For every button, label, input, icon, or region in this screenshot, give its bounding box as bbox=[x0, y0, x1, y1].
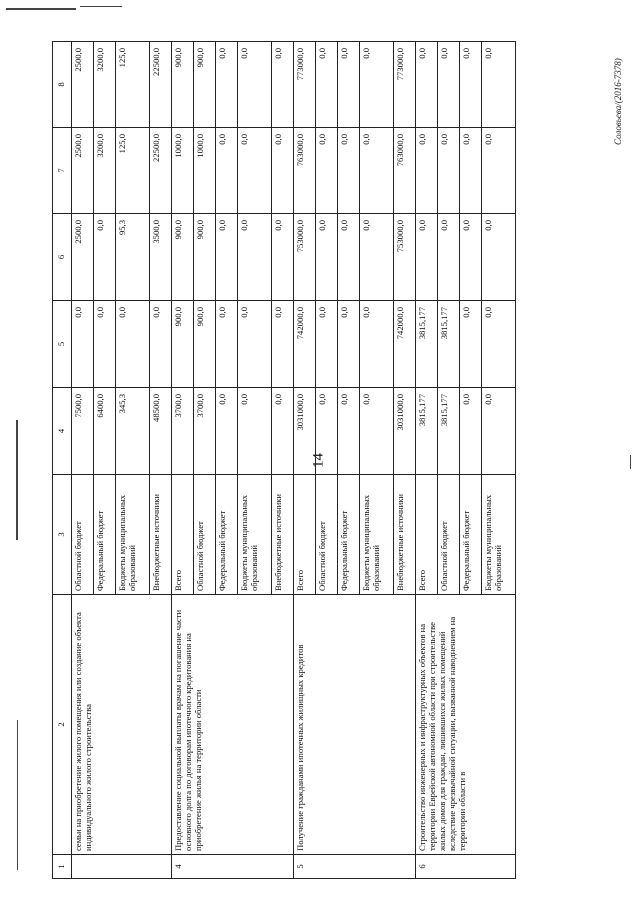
row-number-cell: 6 bbox=[416, 855, 516, 879]
amount-cell: 2500,0 bbox=[72, 42, 94, 128]
amount-cell: 0,0 bbox=[438, 128, 460, 214]
header-cell: 2 bbox=[53, 595, 72, 855]
amount-cell: 900,0 bbox=[194, 214, 216, 301]
amount-cell: 0,0 bbox=[438, 214, 460, 301]
table-row bbox=[72, 42, 94, 879]
funding-source-cell: Бюджеты муниципальных образований bbox=[116, 475, 150, 595]
row-number-cell: 5 bbox=[294, 855, 416, 879]
amount-cell: 2500,0 bbox=[72, 214, 94, 301]
amount-cell: 0,0 bbox=[272, 388, 294, 475]
table-body bbox=[53, 42, 516, 879]
amount-cell: 900,0 bbox=[194, 42, 216, 128]
amount-cell: 0,0 bbox=[360, 42, 394, 128]
amount-cell: 125,0 bbox=[116, 128, 150, 214]
funding-source-cell: Внебюджетные источники bbox=[394, 475, 416, 595]
amount-cell: 3031000,0 bbox=[294, 388, 316, 475]
amount-cell: 0,0 bbox=[316, 388, 338, 475]
measure-name-cell: Получение гражданами ипотечных жилищных кредитов bbox=[294, 595, 416, 855]
amount-cell: 3200,0 bbox=[94, 128, 116, 214]
amount-cell: 0,0 bbox=[460, 128, 482, 214]
amount-cell: 0,0 bbox=[238, 214, 272, 301]
amount-cell: 0,0 bbox=[482, 214, 516, 301]
amount-cell: 900,0 bbox=[172, 214, 194, 301]
funding-source-cell: Федеральный бюджет bbox=[460, 475, 482, 595]
amount-cell: 742000,0 bbox=[394, 301, 416, 388]
amount-cell: 1000,0 bbox=[172, 128, 194, 214]
finance-table bbox=[52, 41, 516, 879]
amount-cell: 3815,177 bbox=[416, 388, 438, 475]
amount-cell: 3200,0 bbox=[94, 42, 116, 128]
amount-cell: 0,0 bbox=[272, 42, 294, 128]
header-cell: 1 bbox=[53, 855, 72, 879]
amount-cell: 0,0 bbox=[216, 214, 238, 301]
rotated-table-wrapper bbox=[52, 42, 582, 879]
amount-cell: 3500,0 bbox=[150, 214, 172, 301]
amount-cell: 0,0 bbox=[416, 42, 438, 128]
scan-mark-left-lower bbox=[17, 720, 18, 870]
amount-cell: 0,0 bbox=[338, 388, 360, 475]
table-row bbox=[416, 42, 438, 879]
funding-source-cell: Всего bbox=[172, 475, 194, 595]
amount-cell: 763000,0 bbox=[294, 128, 316, 214]
amount-cell: 0,0 bbox=[238, 128, 272, 214]
amount-cell: 0,0 bbox=[316, 301, 338, 388]
measure-name-cell: Строительство инженерных и инфраструктурных объектов на территории Еврейской автономной области при строительстве жилых домов для граждан, лишившихся жилых помещений вследствие чрезвычайной ситуации, вызванной наводнением на территории области в bbox=[416, 595, 516, 855]
amount-cell: 125,0 bbox=[116, 42, 150, 128]
amount-cell: 0,0 bbox=[238, 42, 272, 128]
funding-source-cell: Федеральный бюджет bbox=[338, 475, 360, 595]
amount-cell: 0,0 bbox=[316, 128, 338, 214]
header-cell: 3 bbox=[53, 475, 72, 595]
header-row bbox=[53, 42, 72, 879]
amount-cell: 345,3 bbox=[116, 388, 150, 475]
funding-source-cell: Федеральный бюджет bbox=[94, 475, 116, 595]
header-cell: 6 bbox=[53, 214, 72, 301]
amount-cell: 763000,0 bbox=[394, 128, 416, 214]
amount-cell: 0,0 bbox=[482, 42, 516, 128]
header-cell: 4 bbox=[53, 388, 72, 475]
amount-cell: 0,0 bbox=[360, 388, 394, 475]
amount-cell: 0,0 bbox=[116, 301, 150, 388]
header-cell: 8 bbox=[53, 42, 72, 128]
amount-cell: 3815,177 bbox=[438, 388, 460, 475]
funding-source-cell: Бюджеты муниципальных образований bbox=[238, 475, 272, 595]
amount-cell: 0,0 bbox=[216, 42, 238, 128]
page-number: 14 bbox=[310, 453, 327, 468]
amount-cell: 0,0 bbox=[338, 42, 360, 128]
scan-mark-top-right bbox=[80, 6, 122, 7]
funding-source-cell: Областной бюджет bbox=[194, 475, 216, 595]
amount-cell: 3031000,0 bbox=[394, 388, 416, 475]
document-stamp: Соловьева/(2016-7378) bbox=[613, 58, 623, 145]
funding-source-cell: Внебюджетные источники bbox=[150, 475, 172, 595]
amount-cell: 0,0 bbox=[482, 388, 516, 475]
amount-cell: 0,0 bbox=[238, 301, 272, 388]
amount-cell: 0,0 bbox=[216, 301, 238, 388]
amount-cell: 0,0 bbox=[460, 388, 482, 475]
amount-cell: 0,0 bbox=[360, 301, 394, 388]
amount-cell: 0,0 bbox=[216, 388, 238, 475]
row-number-cell: 4 bbox=[172, 855, 294, 879]
amount-cell: 0,0 bbox=[94, 214, 116, 301]
amount-cell: 0,0 bbox=[482, 128, 516, 214]
funding-source-cell: Федеральный бюджет bbox=[216, 475, 238, 595]
amount-cell: 773000,0 bbox=[294, 42, 316, 128]
amount-cell: 0,0 bbox=[150, 301, 172, 388]
amount-cell: 753000,0 bbox=[394, 214, 416, 301]
table-row bbox=[294, 42, 316, 879]
amount-cell: 900,0 bbox=[172, 42, 194, 128]
amount-cell: 3700,0 bbox=[172, 388, 194, 475]
amount-cell: 0,0 bbox=[482, 301, 516, 388]
amount-cell: 22500,0 bbox=[150, 128, 172, 214]
amount-cell: 0,0 bbox=[316, 214, 338, 301]
scan-mark-top bbox=[6, 8, 76, 10]
amount-cell: 0,0 bbox=[438, 42, 460, 128]
amount-cell: 0,0 bbox=[338, 214, 360, 301]
amount-cell: 0,0 bbox=[360, 214, 394, 301]
amount-cell: 1000,0 bbox=[194, 128, 216, 214]
amount-cell: 0,0 bbox=[360, 128, 394, 214]
amount-cell: 0,0 bbox=[94, 301, 116, 388]
measure-name-cell: семьи на приобретение жилого помещения или создание объекта индивидуального жилого строительства bbox=[72, 595, 172, 855]
amount-cell: 0,0 bbox=[238, 388, 272, 475]
amount-cell: 0,0 bbox=[272, 301, 294, 388]
amount-cell: 0,0 bbox=[216, 128, 238, 214]
amount-cell: 22500,0 bbox=[150, 42, 172, 128]
amount-cell: 0,0 bbox=[316, 42, 338, 128]
amount-cell: 0,0 bbox=[272, 128, 294, 214]
funding-source-cell: Областной бюджет bbox=[316, 475, 338, 595]
amount-cell: 0,0 bbox=[416, 214, 438, 301]
amount-cell: 0,0 bbox=[460, 214, 482, 301]
measure-name-cell: Предоставление социальной выплаты врачам на погашение части основного долга по договорам ипотечного кредитования на приобретение жилья на территории области bbox=[172, 595, 294, 855]
amount-cell: 3815,177 bbox=[416, 301, 438, 388]
amount-cell: 3815,177 bbox=[438, 301, 460, 388]
amount-cell: 7500,0 bbox=[72, 388, 94, 475]
funding-source-cell: Областной бюджет bbox=[72, 475, 94, 595]
amount-cell: 0,0 bbox=[72, 301, 94, 388]
row-number-cell bbox=[72, 855, 172, 879]
scan-mark-left bbox=[16, 420, 18, 540]
funding-source-cell: Областной бюджет bbox=[438, 475, 460, 595]
amount-cell: 3700,0 bbox=[194, 388, 216, 475]
funding-source-cell: Бюджеты муниципальных образований bbox=[482, 475, 516, 595]
amount-cell: 742000,0 bbox=[294, 301, 316, 388]
amount-cell: 753000,0 bbox=[294, 214, 316, 301]
header-cell: 5 bbox=[53, 301, 72, 388]
amount-cell: 0,0 bbox=[338, 301, 360, 388]
amount-cell: 0,0 bbox=[338, 128, 360, 214]
amount-cell: 2500,0 bbox=[72, 128, 94, 214]
amount-cell: 0,0 bbox=[416, 128, 438, 214]
amount-cell: 773000,0 bbox=[394, 42, 416, 128]
amount-cell: 95,3 bbox=[116, 214, 150, 301]
amount-cell: 0,0 bbox=[272, 214, 294, 301]
table-row bbox=[172, 42, 194, 879]
amount-cell: 900,0 bbox=[194, 301, 216, 388]
funding-source-cell: Всего bbox=[416, 475, 438, 595]
header-cell: 7 bbox=[53, 128, 72, 214]
amount-cell: 6400,0 bbox=[94, 388, 116, 475]
amount-cell: 48500,0 bbox=[150, 388, 172, 475]
amount-cell: 900,0 bbox=[172, 301, 194, 388]
scan-mark-right bbox=[630, 455, 631, 469]
funding-source-cell: Внебюджетные источники bbox=[272, 475, 294, 595]
funding-source-cell: Всего bbox=[294, 475, 316, 595]
funding-source-cell: Бюджеты муниципальных образований bbox=[360, 475, 394, 595]
amount-cell: 0,0 bbox=[460, 42, 482, 128]
amount-cell: 0,0 bbox=[460, 301, 482, 388]
